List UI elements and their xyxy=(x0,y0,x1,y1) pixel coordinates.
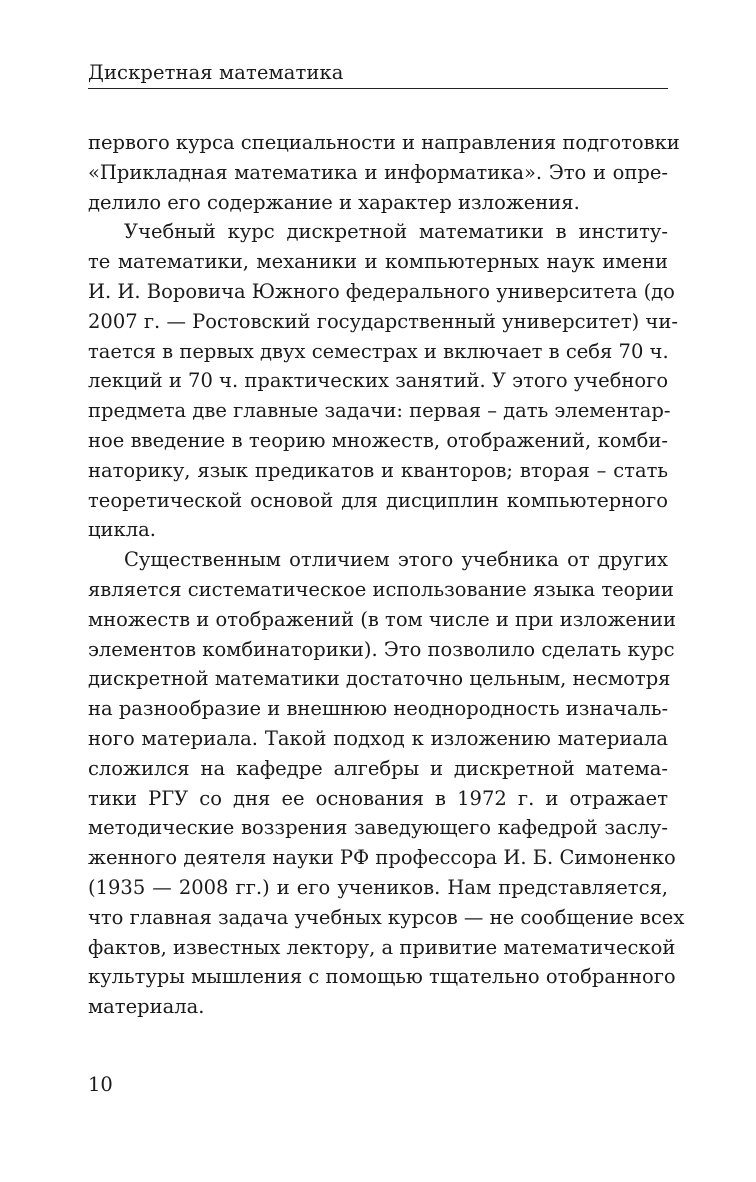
text-line: является систематическое использование языка теории xyxy=(88,577,674,601)
running-header xyxy=(88,58,668,89)
text-line: первого курса специальности и направления подготовки xyxy=(88,131,680,154)
text-line: 2007 г. — Ростовский государственный университет) чи- xyxy=(88,309,678,333)
text-line: элементов комбинаторики). Это позволило сделать курс xyxy=(88,637,675,661)
text-line: фактов, известных лектору, а привитие математической xyxy=(88,935,676,959)
book-page xyxy=(88,0,685,1182)
text-line: методические воззрения заведующего кафедрой заслу- xyxy=(88,816,668,840)
text-line: тики РГУ со дня ее основания в 1972 г. и отражает xyxy=(88,786,668,810)
text-line: тается в первых двух семестрах и включает в себя 70 ч. xyxy=(88,339,669,363)
paragraph-1 xyxy=(88,128,680,217)
text-line: дискретной математики достаточно цельным, несмотря xyxy=(88,667,671,691)
page-number: 10 xyxy=(88,1073,113,1096)
text-line: на разнообразие и внешнюю неоднородность изначаль- xyxy=(88,697,669,721)
paragraph-3 xyxy=(88,545,685,1022)
text-line: делило его содержание и характер изложения. xyxy=(88,190,580,214)
text-line: цикла. xyxy=(88,518,156,542)
text-line: лекций и 70 ч. практических занятий. У этого учебного xyxy=(88,369,669,393)
text-line: Учебный курс дискретной математики в институ- xyxy=(124,220,668,244)
text-line: материала. xyxy=(88,995,205,1019)
text-line: «Прикладная математика и информатика». Это и опре- xyxy=(88,160,668,184)
text-line: множеств и отображений (в том числе и при изложении xyxy=(88,607,676,631)
text-line: что главная задача учебных курсов — не сообщение всех xyxy=(88,905,685,929)
body-text xyxy=(88,128,685,1022)
text-line: теоретической основой для дисциплин компьютерного xyxy=(88,488,668,512)
text-line: те математики, механики и компьютерных наук имени xyxy=(88,250,668,274)
text-line: культуры мышления с помощью тщательно отобранного xyxy=(88,965,676,989)
text-line: сложился на кафедре алгебры и дискретной матема- xyxy=(88,756,668,780)
text-line: И. И. Воровича Южного федерального университета (до xyxy=(88,279,675,303)
running-title: Дискретная математика xyxy=(88,61,344,84)
text-line: (1935 — 2008 гг.) и его учеников. Нам представляется, xyxy=(88,875,668,899)
text-line: Существенным отличием этого учебника от других xyxy=(124,548,668,572)
text-line: ное введение в теорию множеств, отображений, комби- xyxy=(88,428,668,452)
text-line: женного деятеля науки РФ профессора И. Б. Симоненко xyxy=(88,846,676,870)
text-line: ного материала. Такой подход к изложению материала xyxy=(88,726,668,750)
text-line: наторику, язык предикатов и кванторов; вторая – стать xyxy=(88,458,668,482)
text-line: предмета две главные задачи: первая – дать элементар- xyxy=(88,399,671,423)
paragraph-2 xyxy=(88,217,678,545)
